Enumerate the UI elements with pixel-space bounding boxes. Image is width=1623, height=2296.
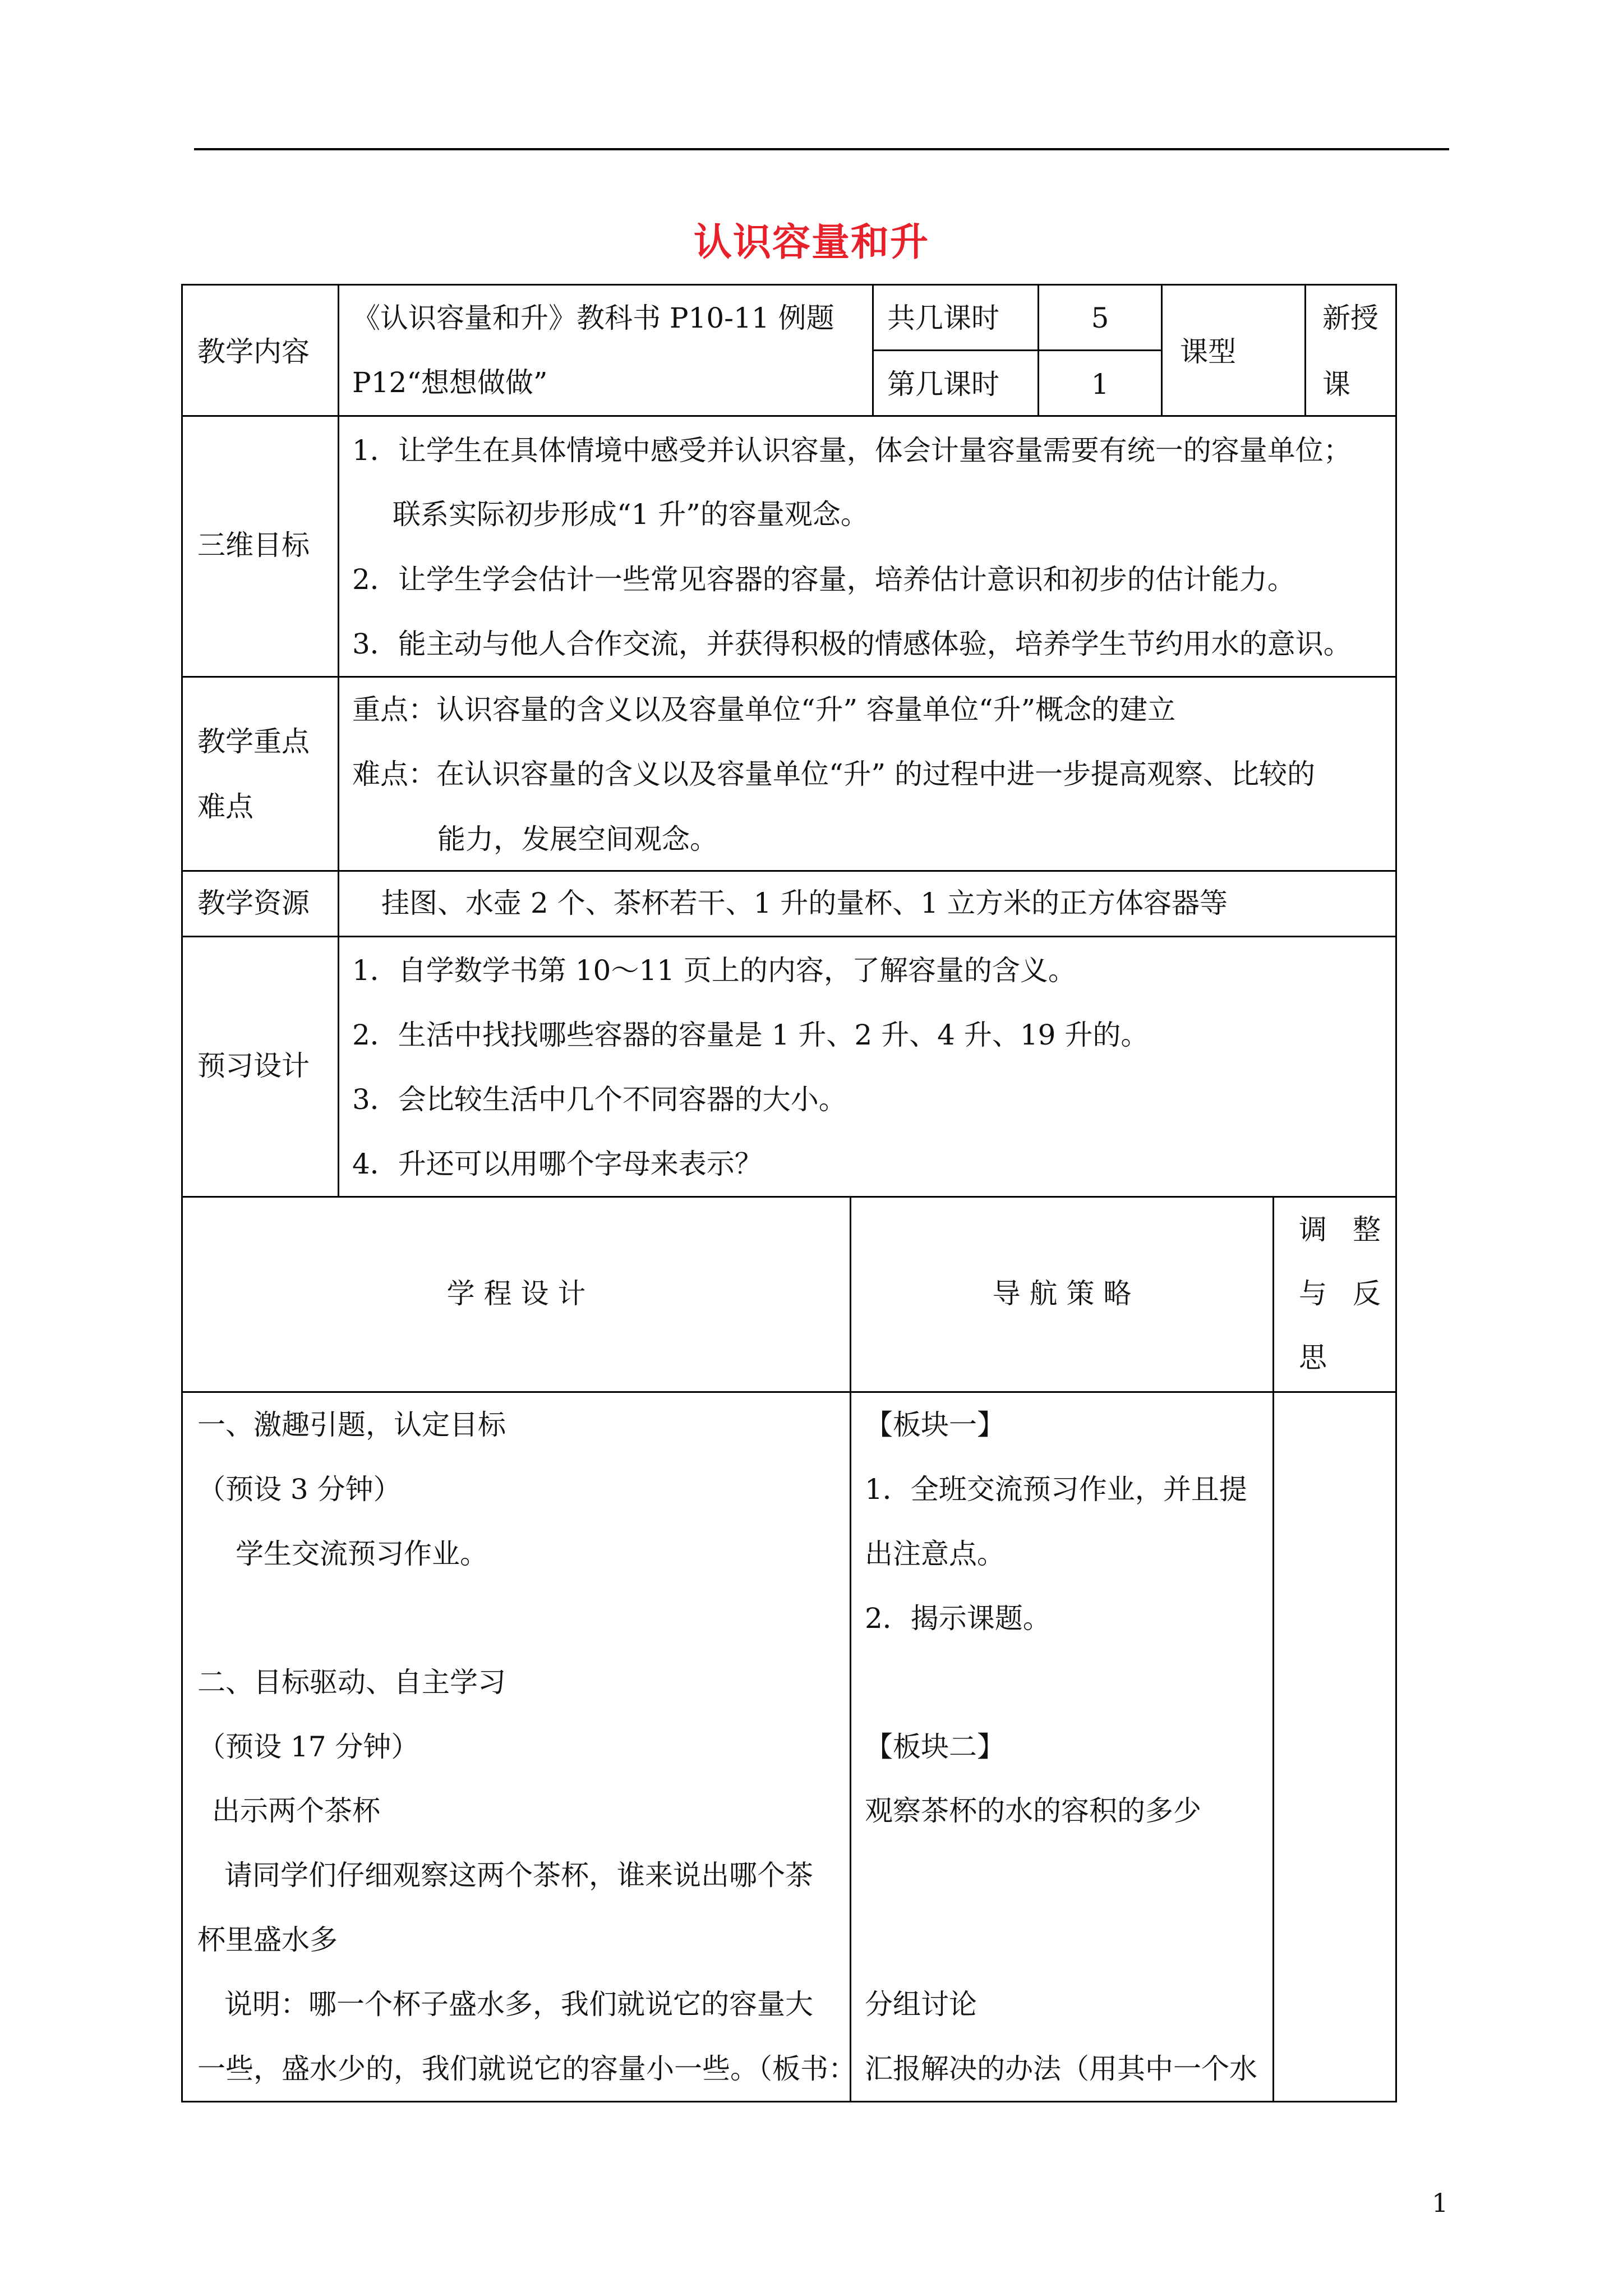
process-step: 杯里盛水多 bbox=[197, 1924, 338, 1956]
strategy-line: 【板块二】 bbox=[865, 1731, 1005, 1763]
total-lessons-label: 共几课时 bbox=[887, 302, 999, 334]
adjust-header-3: 思 bbox=[1299, 1341, 1327, 1374]
lesson-number-label: 第几课时 bbox=[887, 368, 999, 401]
strategy-line: 汇报解决的办法（用其中一个水 bbox=[865, 2053, 1257, 2085]
content-line-2: P12“想想做做” bbox=[352, 366, 548, 399]
process-step: 一些，盛水少的，我们就说它的容量小一些。（板书： bbox=[197, 2053, 856, 2085]
lesson-type-label: 课型 bbox=[1180, 335, 1236, 368]
process-design-header: 学 程 设 计 bbox=[446, 1277, 586, 1310]
process-step: 出示两个茶杯 bbox=[212, 1795, 380, 1827]
page-number: 1 bbox=[1432, 2188, 1449, 2218]
strategy-line: 出注意点。 bbox=[865, 1538, 1005, 1570]
goals-label: 三维目标 bbox=[197, 529, 310, 562]
header-rule bbox=[194, 148, 1449, 150]
lesson-type-value-1: 新授 bbox=[1322, 302, 1378, 334]
process-step: 说明：哪一个杯子盛水多，我们就说它的容量大 bbox=[224, 1988, 813, 2021]
process-step: 请同学们仔细观察这两个茶杯，谁来说出哪个茶 bbox=[224, 1859, 813, 1892]
adjust-header-1a: 调 bbox=[1299, 1213, 1327, 1246]
preview-label: 预习设计 bbox=[197, 1050, 310, 1082]
key-points-label-1: 教学重点 bbox=[197, 725, 310, 758]
key-point-line: 重点：认识容量的含义以及容量单位“升” 容量单位“升”概念的建立 bbox=[352, 693, 1176, 726]
strategy-line: 观察茶杯的水的容积的多少 bbox=[865, 1795, 1201, 1827]
goal-line: 1．让学生在具体情境中感受并认识容量，体会计量容量需要有统一的容量单位； bbox=[352, 434, 1352, 467]
preview-line: 4．升还可以用哪个字母来表示？ bbox=[352, 1148, 763, 1180]
content-line-1: 《认识容量和升》教科书 P10-11 例题 bbox=[352, 302, 834, 334]
adjust-header-2b: 反 bbox=[1353, 1277, 1381, 1310]
strategy-line: 1．全班交流预习作业，并且提 bbox=[865, 1473, 1247, 1506]
preview-line: 1．自学数学书第 10～11 页上的内容，了解容量的含义。 bbox=[352, 954, 1076, 987]
lesson-number-value: 1 bbox=[1091, 368, 1109, 401]
strategy-line: 2．揭示课题。 bbox=[865, 1602, 1051, 1635]
navigation-strategy-header: 导 航 策 略 bbox=[992, 1277, 1132, 1310]
adjust-header-2a: 与 bbox=[1299, 1277, 1327, 1310]
strategy-line: 分组讨论 bbox=[865, 1988, 977, 2021]
process-step: （预设 17 分钟） bbox=[197, 1731, 419, 1763]
total-lessons-value: 5 bbox=[1091, 302, 1109, 334]
resources-text: 挂图、水壶 2 个、茶杯若干、1 升的量杯、1 立方米的正方体容器等 bbox=[381, 887, 1228, 919]
preview-line: 3．会比较生活中几个不同容器的大小。 bbox=[352, 1083, 847, 1116]
strategy-line: 【板块一】 bbox=[865, 1409, 1005, 1441]
process-step: （预设 3 分钟） bbox=[197, 1473, 402, 1506]
process-step: 学生交流预习作业。 bbox=[236, 1538, 488, 1570]
preview-line: 2．生活中找找哪些容器的容量是 1 升、2 升、4 升、19 升的。 bbox=[352, 1019, 1149, 1051]
document-title: 认识容量和升 bbox=[693, 220, 929, 265]
resources-label: 教学资源 bbox=[197, 887, 310, 919]
goal-line: 2．让学生学会估计一些常见容器的容量，培养估计意识和初步的估计能力。 bbox=[352, 563, 1295, 596]
process-step: 一、激趣引题，认定目标 bbox=[197, 1409, 506, 1441]
key-points-label-2: 难点 bbox=[197, 790, 253, 823]
adjust-header-1b: 整 bbox=[1353, 1213, 1381, 1246]
goal-line: 联系实际初步形成“1 升”的容量观念。 bbox=[393, 498, 869, 531]
key-point-line: 能力，发展空间观念。 bbox=[437, 823, 718, 855]
process-step: 二、目标驱动、自主学习 bbox=[197, 1666, 506, 1699]
goal-line: 3．能主动与他人合作交流，并获得积极的情感体验，培养学生节约用水的意识。 bbox=[352, 628, 1352, 660]
key-point-line: 难点：在认识容量的含义以及容量单位“升” 的过程中进一步提高观察、比较的 bbox=[352, 758, 1316, 790]
content-label: 教学内容 bbox=[197, 335, 310, 368]
lesson-type-value-2: 课 bbox=[1322, 368, 1350, 401]
